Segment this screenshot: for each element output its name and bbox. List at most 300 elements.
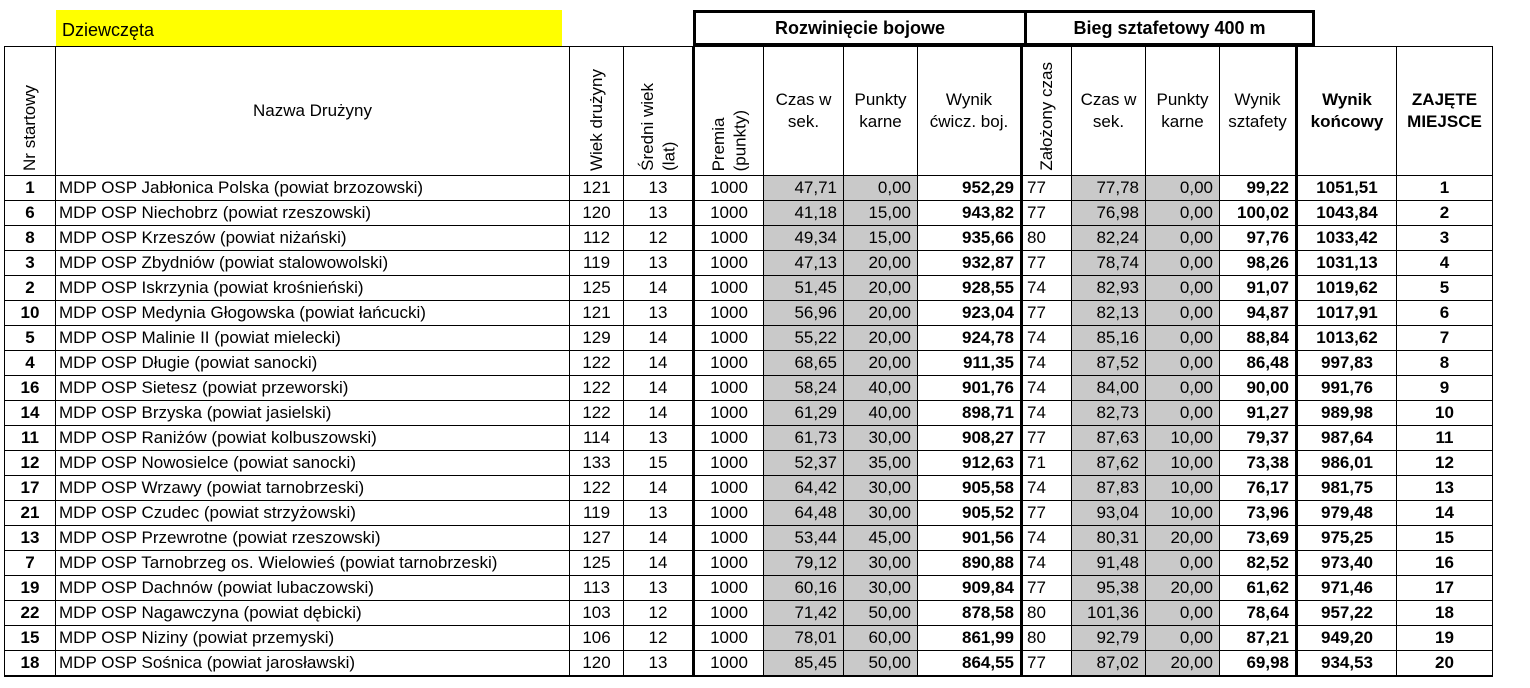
- cell-punkty2: 10,00: [1146, 501, 1220, 526]
- cell-premia: 1000: [694, 226, 764, 251]
- table-row: [5, 176, 1493, 201]
- cell-wiek: 125: [570, 551, 624, 576]
- cell-premia: 1000: [694, 501, 764, 526]
- cell-czas1: 53,44: [764, 526, 844, 551]
- cell-sredni: 14: [624, 551, 694, 576]
- header-row: [5, 47, 1493, 176]
- cell-zalozony: 74: [1022, 476, 1072, 501]
- cell-koncowy: 991,76: [1297, 376, 1397, 401]
- cell-czas2: 82,13: [1072, 301, 1146, 326]
- cell-czas1: 60,16: [764, 576, 844, 601]
- cell-name: MDP OSP Brzyska (powiat jasielski): [56, 401, 570, 426]
- cell-czas1: 78,01: [764, 626, 844, 651]
- cell-sredni: 15: [624, 451, 694, 476]
- cell-nr: 14: [5, 401, 56, 426]
- cell-wiek: 122: [570, 376, 624, 401]
- cell-czas1: 41,18: [764, 201, 844, 226]
- table-row: [5, 626, 1493, 651]
- cell-premia: 1000: [694, 301, 764, 326]
- cell-name: MDP OSP Malinie II (powiat mielecki): [56, 326, 570, 351]
- cell-wiek: 125: [570, 276, 624, 301]
- table-row: [5, 601, 1493, 626]
- section-title: Dziewczęta: [56, 10, 562, 46]
- table-row: [5, 576, 1493, 601]
- cell-name: MDP OSP Tarnobrzeg os. Wielowieś (powiat tarnobrzeski): [56, 551, 570, 576]
- header-czas2: Czas w sek.: [1072, 47, 1146, 176]
- cell-zalozony: 74: [1022, 376, 1072, 401]
- cell-wynik2: 82,52: [1220, 551, 1297, 576]
- cell-punkty1: 50,00: [844, 651, 918, 677]
- cell-miejsce: 4: [1397, 251, 1493, 276]
- table-row: [5, 376, 1493, 401]
- cell-wynik1: 905,52: [918, 501, 1022, 526]
- cell-nr: 1: [5, 176, 56, 201]
- cell-sredni: 12: [624, 601, 694, 626]
- cell-zalozony: 80: [1022, 226, 1072, 251]
- cell-punkty1: 20,00: [844, 351, 918, 376]
- cell-miejsce: 11: [1397, 426, 1493, 451]
- cell-wynik2: 86,48: [1220, 351, 1297, 376]
- table-row: [5, 526, 1493, 551]
- cell-nr: 11: [5, 426, 56, 451]
- cell-name: MDP OSP Zbydniów (powiat stalowowolski): [56, 251, 570, 276]
- cell-nr: 7: [5, 551, 56, 576]
- cell-wiek: 112: [570, 226, 624, 251]
- cell-punkty2: 0,00: [1146, 551, 1220, 576]
- cell-nr: 8: [5, 226, 56, 251]
- group-header-rozwiniecie: Rozwinięcie bojowe: [693, 10, 1027, 46]
- cell-nr: 5: [5, 326, 56, 351]
- cell-punkty2: 0,00: [1146, 326, 1220, 351]
- cell-zalozony: 80: [1022, 626, 1072, 651]
- cell-czas1: 49,34: [764, 226, 844, 251]
- cell-czas1: 71,42: [764, 601, 844, 626]
- cell-wynik1: 911,35: [918, 351, 1022, 376]
- cell-wynik1: 890,88: [918, 551, 1022, 576]
- cell-czas1: 61,73: [764, 426, 844, 451]
- cell-wynik1: 943,82: [918, 201, 1022, 226]
- cell-punkty2: 10,00: [1146, 426, 1220, 451]
- cell-wynik2: 73,96: [1220, 501, 1297, 526]
- cell-premia: 1000: [694, 426, 764, 451]
- header-wiek: Wiek drużyny: [570, 47, 624, 176]
- cell-miejsce: 16: [1397, 551, 1493, 576]
- table-row: [5, 501, 1493, 526]
- cell-czas1: 64,42: [764, 476, 844, 501]
- cell-punkty2: 0,00: [1146, 376, 1220, 401]
- cell-zalozony: 71: [1022, 451, 1072, 476]
- cell-zalozony: 77: [1022, 426, 1072, 451]
- cell-zalozony: 77: [1022, 176, 1072, 201]
- cell-wynik2: 78,64: [1220, 601, 1297, 626]
- cell-koncowy: 971,46: [1297, 576, 1397, 601]
- cell-nr: 21: [5, 501, 56, 526]
- table-row: [5, 426, 1493, 451]
- cell-zalozony: 74: [1022, 276, 1072, 301]
- cell-wynik2: 69,98: [1220, 651, 1297, 677]
- cell-sredni: 14: [624, 476, 694, 501]
- cell-wynik2: 87,21: [1220, 626, 1297, 651]
- cell-wynik1: 928,55: [918, 276, 1022, 301]
- cell-nr: 19: [5, 576, 56, 601]
- header-czas1: Czas w sek.: [764, 47, 844, 176]
- cell-sredni: 13: [624, 251, 694, 276]
- cell-name: MDP OSP Długie (powiat sanocki): [56, 351, 570, 376]
- table-row: [5, 451, 1493, 476]
- cell-punkty1: 15,00: [844, 226, 918, 251]
- cell-punkty2: 0,00: [1146, 176, 1220, 201]
- cell-wynik2: 91,07: [1220, 276, 1297, 301]
- cell-wynik1: 878,58: [918, 601, 1022, 626]
- cell-sredni: 14: [624, 401, 694, 426]
- cell-punkty1: 60,00: [844, 626, 918, 651]
- cell-name: MDP OSP Krzeszów (powiat niżański): [56, 226, 570, 251]
- cell-punkty2: 20,00: [1146, 576, 1220, 601]
- cell-czas1: 58,24: [764, 376, 844, 401]
- cell-koncowy: 979,48: [1297, 501, 1397, 526]
- cell-nr: 18: [5, 651, 56, 677]
- cell-koncowy: 934,53: [1297, 651, 1397, 677]
- cell-name: MDP OSP Nowosielce (powiat sanocki): [56, 451, 570, 476]
- cell-wynik2: 97,76: [1220, 226, 1297, 251]
- header-wynik1: Wynik ćwicz. boj.: [918, 47, 1022, 176]
- table-row: [5, 401, 1493, 426]
- cell-czas1: 47,13: [764, 251, 844, 276]
- cell-czas1: 64,48: [764, 501, 844, 526]
- cell-zalozony: 74: [1022, 326, 1072, 351]
- cell-zalozony: 80: [1022, 601, 1072, 626]
- cell-wynik2: 94,87: [1220, 301, 1297, 326]
- cell-punkty2: 0,00: [1146, 626, 1220, 651]
- cell-czas1: 47,71: [764, 176, 844, 201]
- cell-koncowy: 1031,13: [1297, 251, 1397, 276]
- cell-wynik1: 901,56: [918, 526, 1022, 551]
- cell-koncowy: 1019,62: [1297, 276, 1397, 301]
- cell-punkty1: 30,00: [844, 426, 918, 451]
- cell-miejsce: 9: [1397, 376, 1493, 401]
- table-row: [5, 351, 1493, 376]
- cell-zalozony: 77: [1022, 576, 1072, 601]
- cell-premia: 1000: [694, 476, 764, 501]
- cell-punkty1: 45,00: [844, 526, 918, 551]
- header-punkty2: Punkty karne: [1146, 47, 1220, 176]
- cell-wynik1: 912,63: [918, 451, 1022, 476]
- cell-wynik1: 861,99: [918, 626, 1022, 651]
- cell-czas2: 87,83: [1072, 476, 1146, 501]
- cell-nr: 22: [5, 601, 56, 626]
- cell-sredni: 13: [624, 576, 694, 601]
- cell-punkty1: 15,00: [844, 201, 918, 226]
- cell-zalozony: 74: [1022, 526, 1072, 551]
- cell-punkty1: 20,00: [844, 276, 918, 301]
- cell-czas2: 101,36: [1072, 601, 1146, 626]
- cell-czas2: 80,31: [1072, 526, 1146, 551]
- cell-punkty2: 0,00: [1146, 251, 1220, 276]
- cell-wiek: 122: [570, 401, 624, 426]
- cell-zalozony: 77: [1022, 251, 1072, 276]
- cell-zalozony: 74: [1022, 401, 1072, 426]
- cell-premia: 1000: [694, 201, 764, 226]
- cell-wynik2: 98,26: [1220, 251, 1297, 276]
- cell-czas2: 78,74: [1072, 251, 1146, 276]
- cell-wynik1: 923,04: [918, 301, 1022, 326]
- cell-wynik1: 901,76: [918, 376, 1022, 401]
- header-punkty1: Punkty karne: [844, 47, 918, 176]
- cell-punkty1: 0,00: [844, 176, 918, 201]
- cell-nr: 15: [5, 626, 56, 651]
- cell-miejsce: 10: [1397, 401, 1493, 426]
- group-header-sztafeta: Bieg sztafetowy 400 m: [1024, 10, 1315, 46]
- cell-sredni: 13: [624, 651, 694, 677]
- header-premia: Premia (punkty): [694, 47, 764, 176]
- cell-miejsce: 17: [1397, 576, 1493, 601]
- cell-koncowy: 987,64: [1297, 426, 1397, 451]
- cell-premia: 1000: [694, 251, 764, 276]
- cell-wynik1: 935,66: [918, 226, 1022, 251]
- cell-zalozony: 77: [1022, 301, 1072, 326]
- cell-punkty1: 30,00: [844, 551, 918, 576]
- header-koncowy: Wynik końcowy: [1297, 47, 1397, 176]
- cell-punkty2: 20,00: [1146, 526, 1220, 551]
- cell-wiek: 129: [570, 326, 624, 351]
- cell-czas1: 85,45: [764, 651, 844, 677]
- cell-czas2: 87,02: [1072, 651, 1146, 677]
- cell-koncowy: 949,20: [1297, 626, 1397, 651]
- cell-miejsce: 2: [1397, 201, 1493, 226]
- cell-wynik2: 91,27: [1220, 401, 1297, 426]
- cell-wiek: 133: [570, 451, 624, 476]
- cell-koncowy: 975,25: [1297, 526, 1397, 551]
- cell-wynik2: 73,69: [1220, 526, 1297, 551]
- table-row: [5, 651, 1493, 677]
- table-row: [5, 226, 1493, 251]
- cell-czas2: 77,78: [1072, 176, 1146, 201]
- header-sredni: Średni wiek (lat): [624, 47, 694, 176]
- cell-wynik1: 905,58: [918, 476, 1022, 501]
- cell-nr: 17: [5, 476, 56, 501]
- cell-nr: 10: [5, 301, 56, 326]
- table-row: [5, 276, 1493, 301]
- cell-premia: 1000: [694, 451, 764, 476]
- cell-name: MDP OSP Raniżów (powiat kolbuszowski): [56, 426, 570, 451]
- header-miejsce: ZAJĘTE MIEJSCE: [1397, 47, 1493, 176]
- cell-miejsce: 13: [1397, 476, 1493, 501]
- cell-name: MDP OSP Nagawczyna (powiat dębicki): [56, 601, 570, 626]
- cell-czas2: 82,73: [1072, 401, 1146, 426]
- cell-wiek: 121: [570, 301, 624, 326]
- cell-koncowy: 986,01: [1297, 451, 1397, 476]
- cell-nr: 12: [5, 451, 56, 476]
- cell-name: MDP OSP Niziny (powiat przemyski): [56, 626, 570, 651]
- cell-sredni: 13: [624, 301, 694, 326]
- header-wynik2: Wynik sztafety: [1220, 47, 1297, 176]
- cell-punkty1: 40,00: [844, 401, 918, 426]
- cell-miejsce: 14: [1397, 501, 1493, 526]
- cell-koncowy: 1043,84: [1297, 201, 1397, 226]
- cell-czas2: 92,79: [1072, 626, 1146, 651]
- cell-czas2: 82,93: [1072, 276, 1146, 301]
- cell-punkty2: 0,00: [1146, 601, 1220, 626]
- cell-miejsce: 19: [1397, 626, 1493, 651]
- cell-zalozony: 74: [1022, 551, 1072, 576]
- cell-name: MDP OSP Sośnica (powiat jarosławski): [56, 651, 570, 677]
- cell-miejsce: 18: [1397, 601, 1493, 626]
- cell-czas2: 95,38: [1072, 576, 1146, 601]
- cell-punkty2: 0,00: [1146, 201, 1220, 226]
- cell-wynik2: 61,62: [1220, 576, 1297, 601]
- cell-zalozony: 77: [1022, 501, 1072, 526]
- cell-nr: 6: [5, 201, 56, 226]
- cell-czas1: 52,37: [764, 451, 844, 476]
- cell-wiek: 121: [570, 176, 624, 201]
- cell-wynik2: 76,17: [1220, 476, 1297, 501]
- cell-punkty2: 0,00: [1146, 276, 1220, 301]
- cell-wynik1: 908,27: [918, 426, 1022, 451]
- cell-sredni: 14: [624, 276, 694, 301]
- cell-nr: 16: [5, 376, 56, 401]
- cell-premia: 1000: [694, 326, 764, 351]
- cell-czas1: 56,96: [764, 301, 844, 326]
- cell-sredni: 13: [624, 426, 694, 451]
- cell-sredni: 12: [624, 226, 694, 251]
- cell-wiek: 122: [570, 476, 624, 501]
- cell-wynik1: 952,29: [918, 176, 1022, 201]
- cell-punkty1: 30,00: [844, 576, 918, 601]
- cell-wynik1: 909,84: [918, 576, 1022, 601]
- cell-miejsce: 5: [1397, 276, 1493, 301]
- cell-czas2: 93,04: [1072, 501, 1146, 526]
- results-table: [4, 46, 1493, 677]
- cell-wynik2: 90,00: [1220, 376, 1297, 401]
- cell-czas2: 82,24: [1072, 226, 1146, 251]
- cell-wynik1: 932,87: [918, 251, 1022, 276]
- cell-premia: 1000: [694, 376, 764, 401]
- cell-name: MDP OSP Wrzawy (powiat tarnobrzeski): [56, 476, 570, 501]
- cell-koncowy: 1033,42: [1297, 226, 1397, 251]
- cell-koncowy: 1051,51: [1297, 176, 1397, 201]
- cell-punkty2: 0,00: [1146, 226, 1220, 251]
- cell-miejsce: 7: [1397, 326, 1493, 351]
- cell-wiek: 106: [570, 626, 624, 651]
- cell-koncowy: 989,98: [1297, 401, 1397, 426]
- cell-miejsce: 15: [1397, 526, 1493, 551]
- cell-premia: 1000: [694, 176, 764, 201]
- cell-wynik2: 79,37: [1220, 426, 1297, 451]
- cell-wiek: 120: [570, 651, 624, 677]
- table-row: [5, 301, 1493, 326]
- cell-wynik2: 73,38: [1220, 451, 1297, 476]
- cell-koncowy: 1013,62: [1297, 326, 1397, 351]
- table-row: [5, 551, 1493, 576]
- cell-wiek: 127: [570, 526, 624, 551]
- cell-punkty1: 40,00: [844, 376, 918, 401]
- cell-name: MDP OSP Niechobrz (powiat rzeszowski): [56, 201, 570, 226]
- cell-premia: 1000: [694, 601, 764, 626]
- cell-punkty2: 10,00: [1146, 451, 1220, 476]
- cell-nr: 3: [5, 251, 56, 276]
- cell-punkty2: 10,00: [1146, 476, 1220, 501]
- cell-wiek: 120: [570, 201, 624, 226]
- cell-premia: 1000: [694, 651, 764, 677]
- cell-koncowy: 973,40: [1297, 551, 1397, 576]
- cell-koncowy: 1017,91: [1297, 301, 1397, 326]
- cell-miejsce: 1: [1397, 176, 1493, 201]
- cell-koncowy: 981,75: [1297, 476, 1397, 501]
- cell-punkty1: 35,00: [844, 451, 918, 476]
- cell-wynik1: 898,71: [918, 401, 1022, 426]
- cell-premia: 1000: [694, 276, 764, 301]
- cell-nr: 2: [5, 276, 56, 301]
- cell-name: MDP OSP Przewrotne (powiat rzeszowski): [56, 526, 570, 551]
- cell-czas2: 87,52: [1072, 351, 1146, 376]
- cell-koncowy: 997,83: [1297, 351, 1397, 376]
- cell-sredni: 13: [624, 501, 694, 526]
- table-row: [5, 326, 1493, 351]
- cell-miejsce: 20: [1397, 651, 1493, 677]
- cell-miejsce: 8: [1397, 351, 1493, 376]
- cell-punkty1: 30,00: [844, 501, 918, 526]
- cell-punkty1: 20,00: [844, 251, 918, 276]
- cell-koncowy: 957,22: [1297, 601, 1397, 626]
- cell-premia: 1000: [694, 551, 764, 576]
- cell-name: MDP OSP Sietesz (powiat przeworski): [56, 376, 570, 401]
- cell-nr: 13: [5, 526, 56, 551]
- header-name: Nazwa Drużyny: [56, 47, 570, 176]
- cell-sredni: 14: [624, 351, 694, 376]
- cell-wiek: 119: [570, 251, 624, 276]
- cell-wynik2: 99,22: [1220, 176, 1297, 201]
- cell-punkty2: 20,00: [1146, 651, 1220, 677]
- cell-name: MDP OSP Medynia Głogowska (powiat łańcucki): [56, 301, 570, 326]
- cell-wynik2: 88,84: [1220, 326, 1297, 351]
- cell-wynik1: 864,55: [918, 651, 1022, 677]
- cell-czas1: 51,45: [764, 276, 844, 301]
- cell-punkty2: 0,00: [1146, 301, 1220, 326]
- cell-czas1: 55,22: [764, 326, 844, 351]
- cell-punkty1: 30,00: [844, 476, 918, 501]
- cell-punkty1: 20,00: [844, 301, 918, 326]
- cell-czas2: 87,63: [1072, 426, 1146, 451]
- cell-wiek: 103: [570, 601, 624, 626]
- cell-zalozony: 77: [1022, 201, 1072, 226]
- cell-czas2: 76,98: [1072, 201, 1146, 226]
- cell-wiek: 114: [570, 426, 624, 451]
- cell-nr: 4: [5, 351, 56, 376]
- cell-zalozony: 77: [1022, 651, 1072, 677]
- cell-miejsce: 3: [1397, 226, 1493, 251]
- cell-wynik2: 100,02: [1220, 201, 1297, 226]
- cell-name: MDP OSP Dachnów (powiat lubaczowski): [56, 576, 570, 601]
- cell-sredni: 14: [624, 526, 694, 551]
- cell-punkty1: 20,00: [844, 326, 918, 351]
- cell-sredni: 14: [624, 326, 694, 351]
- cell-czas1: 79,12: [764, 551, 844, 576]
- cell-name: MDP OSP Czudec (powiat strzyżowski): [56, 501, 570, 526]
- cell-wiek: 119: [570, 501, 624, 526]
- cell-premia: 1000: [694, 626, 764, 651]
- cell-sredni: 13: [624, 201, 694, 226]
- cell-premia: 1000: [694, 576, 764, 601]
- table-row: [5, 201, 1493, 226]
- cell-sredni: 12: [624, 626, 694, 651]
- cell-punkty2: 0,00: [1146, 401, 1220, 426]
- cell-premia: 1000: [694, 401, 764, 426]
- cell-czas2: 84,00: [1072, 376, 1146, 401]
- cell-czas1: 68,65: [764, 351, 844, 376]
- cell-premia: 1000: [694, 351, 764, 376]
- cell-czas1: 61,29: [764, 401, 844, 426]
- table-row: [5, 251, 1493, 276]
